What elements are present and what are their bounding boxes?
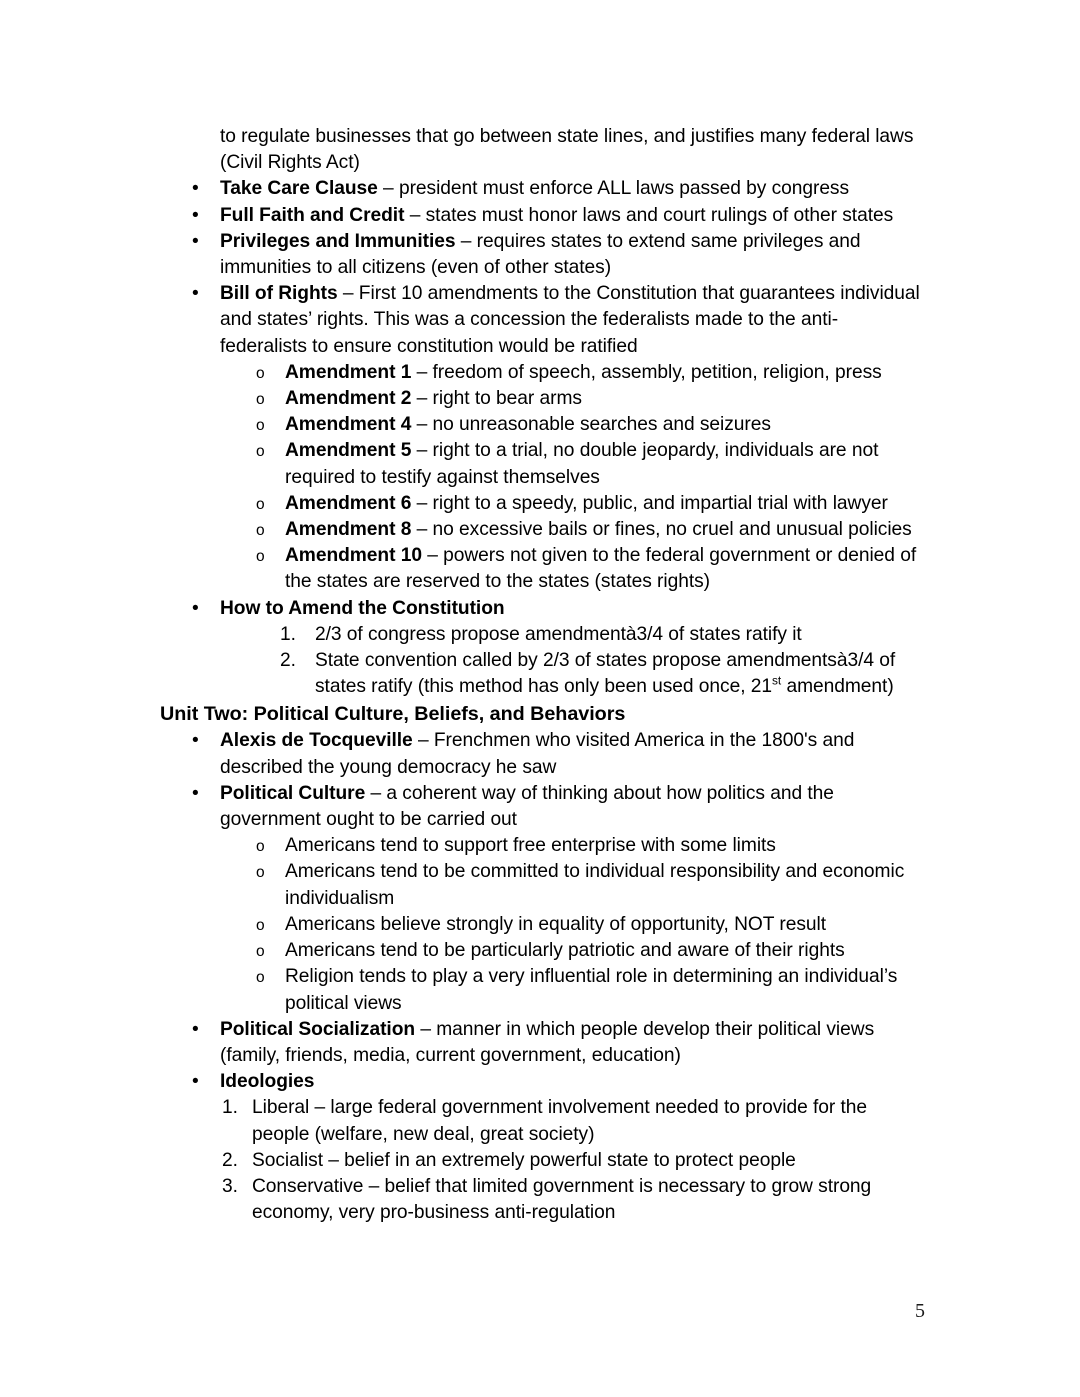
list-item	[160, 229, 920, 281]
list-item	[160, 1017, 920, 1069]
list-item	[160, 203, 920, 229]
numbered-list-item	[160, 1095, 920, 1147]
circle-bullet-icon: o	[256, 364, 265, 382]
bullet-icon: •	[192, 597, 199, 619]
list-item-term: Ideologies	[220, 1071, 315, 1093]
list-item-text: – requires states to extend same privileges and immunities to all citizens (even of other states)	[220, 230, 861, 279]
list-item-text: – Frenchmen who visited America in the 1800's and described the young democracy he saw	[220, 730, 855, 778]
list-item-term: Political Socialization	[220, 1018, 416, 1040]
document-body	[160, 124, 920, 1226]
sub-list-item-text: Americans tend to be committed to individual responsibility and economic individualism	[285, 861, 905, 909]
numbered-list-item-text: Liberal – large federal government involvement needed to provide for the people (welfare, new deal, great society)	[252, 1097, 868, 1145]
circle-bullet-icon: o	[256, 943, 265, 961]
numbered-list-item-text: Conservative – belief that limited government is necessary to grow strong economy, very pro-business anti-regulation	[252, 1175, 872, 1224]
ordinal-superscript: st	[772, 673, 782, 688]
sub-list-item-text: Americans tend to be particularly patriotic and aware of their rights	[285, 940, 845, 962]
list-item	[160, 281, 920, 360]
numbered-list-item	[160, 622, 920, 648]
sub-list-item-text: Americans believe strongly in equality of opportunity, NOT result	[285, 913, 827, 935]
sub-list-item-text: Religion tends to play a very influential role in determining an individual’s political views	[285, 966, 898, 1014]
list-item	[160, 176, 920, 202]
list-item-term: How to Amend the Constitution	[220, 597, 505, 619]
list-item	[160, 596, 920, 622]
bullet-icon: •	[192, 204, 199, 226]
numbered-list-item	[160, 1148, 920, 1174]
list-item-term: Take Care Clause	[220, 178, 378, 200]
bullet-icon: •	[192, 283, 199, 305]
list-item	[160, 1069, 920, 1095]
numbered-list-item-text-tail: amendment)	[781, 676, 894, 698]
list-item-term: Alexis de Tocqueville	[220, 730, 413, 752]
sub-list-item	[160, 438, 920, 490]
list-item	[160, 781, 920, 833]
bullet-icon: •	[192, 1071, 199, 1093]
sub-list-item	[160, 543, 920, 595]
circle-bullet-icon: o	[256, 443, 265, 461]
circle-bullet-icon: o	[256, 495, 265, 513]
numbered-list-item	[160, 1174, 920, 1226]
circle-bullet-icon: o	[256, 417, 265, 435]
bullet-icon: •	[192, 730, 199, 752]
list-item-text: – First 10 amendments to the Constitution that guarantees individual and states’ rights. This was a concession the federalists made to the anti-federalists to ensure constitution would be ratified	[220, 283, 920, 357]
sub-list-item-text: – freedom of speech, assembly, petition, religion, press	[411, 361, 882, 383]
sub-list-item-text: – powers not given to the federal government or denied of the states are reserved to the states (states rights)	[285, 545, 917, 593]
circle-bullet-icon: o	[256, 522, 265, 540]
circle-bullet-icon: o	[256, 548, 265, 566]
bullet-icon: •	[192, 1018, 199, 1040]
sub-list-item-term: Amendment 8	[285, 519, 412, 541]
sub-list-item-term: Amendment 6	[285, 492, 412, 514]
numbered-list-item-text: State convention called by 2/3 of states propose amendmentsà3/4 of states ratify (this method has only been used once, 21	[315, 650, 896, 698]
list-item-text: – manner in which people develop their political views (family, friends, media, current government, education)	[220, 1018, 875, 1066]
list-item-term: Political Culture	[220, 782, 366, 804]
sub-list-item-term: Amendment 10	[285, 545, 422, 567]
list-number: 2.	[280, 650, 296, 672]
numbered-list-item-text: 2/3 of congress propose amendmentà3/4 of states ratify it	[315, 623, 802, 645]
sub-list-item	[160, 360, 920, 386]
paragraph-text: to regulate businesses that go between state lines, and justifies many federal laws (Civil Rights Act)	[220, 126, 914, 174]
sub-list-item	[160, 386, 920, 412]
sub-list-item	[160, 412, 920, 438]
sub-list-item	[160, 517, 920, 543]
circle-bullet-icon: o	[256, 864, 265, 882]
bullet-icon: •	[192, 178, 199, 200]
sub-list-item-text: Americans tend to support free enterprise with some limits	[285, 835, 776, 857]
sub-list-item-term: Amendment 4	[285, 414, 412, 436]
sub-list-item-text: – right to a trial, no double jeopardy, individuals are not required to testify against themselves	[285, 440, 879, 488]
sub-list-item-text: – no excessive bails or fines, no cruel and unusual policies	[411, 519, 912, 541]
numbered-list-item	[160, 648, 920, 700]
list-number: 3.	[222, 1175, 238, 1197]
circle-bullet-icon: o	[256, 838, 265, 856]
list-item	[160, 728, 920, 780]
circle-bullet-icon: o	[256, 969, 265, 987]
page-number: 5	[915, 1300, 925, 1322]
unit-heading-text: Unit Two: Political Culture, Beliefs, and Behaviors	[160, 703, 626, 726]
list-item-text: – a coherent way of thinking about how politics and the government ought to be carried out	[220, 782, 834, 831]
bullet-icon: •	[192, 230, 199, 252]
list-item-term: Privileges and Immunities	[220, 230, 456, 252]
numbered-list-item-text: Socialist – belief in an extremely powerful state to protect people	[252, 1149, 796, 1171]
bullet-icon: •	[192, 782, 199, 804]
continuation-paragraph	[160, 124, 920, 176]
list-number: 1.	[222, 1097, 238, 1119]
sub-list-item-term: Amendment 2	[285, 388, 412, 410]
sub-list-item-text: – right to a speedy, public, and impartial trial with lawyer	[411, 492, 888, 514]
sub-list-item-text: – right to bear arms	[411, 388, 582, 410]
sub-list-item-term: Amendment 5	[285, 440, 412, 462]
sub-list-item-term: Amendment 1	[285, 361, 412, 383]
sub-list-item	[160, 964, 920, 1016]
list-item-text: – president must enforce ALL laws passed by congress	[377, 178, 850, 200]
list-item-text: – states must honor laws and court rulings of other states	[404, 204, 894, 226]
sub-list-item	[160, 491, 920, 517]
circle-bullet-icon: o	[256, 391, 265, 409]
sub-list-item-text: – no unreasonable searches and seizures	[411, 414, 771, 436]
sub-list-item	[160, 859, 920, 911]
list-item-term: Bill of Rights	[220, 283, 338, 305]
list-number: 2.	[222, 1149, 238, 1171]
sub-list-item	[160, 833, 920, 859]
sub-list-item	[160, 938, 920, 964]
sub-list-item	[160, 912, 920, 938]
list-item-term: Full Faith and Credit	[220, 204, 405, 226]
unit-heading	[160, 700, 920, 728]
list-number: 1.	[280, 623, 296, 645]
circle-bullet-icon: o	[256, 916, 265, 934]
